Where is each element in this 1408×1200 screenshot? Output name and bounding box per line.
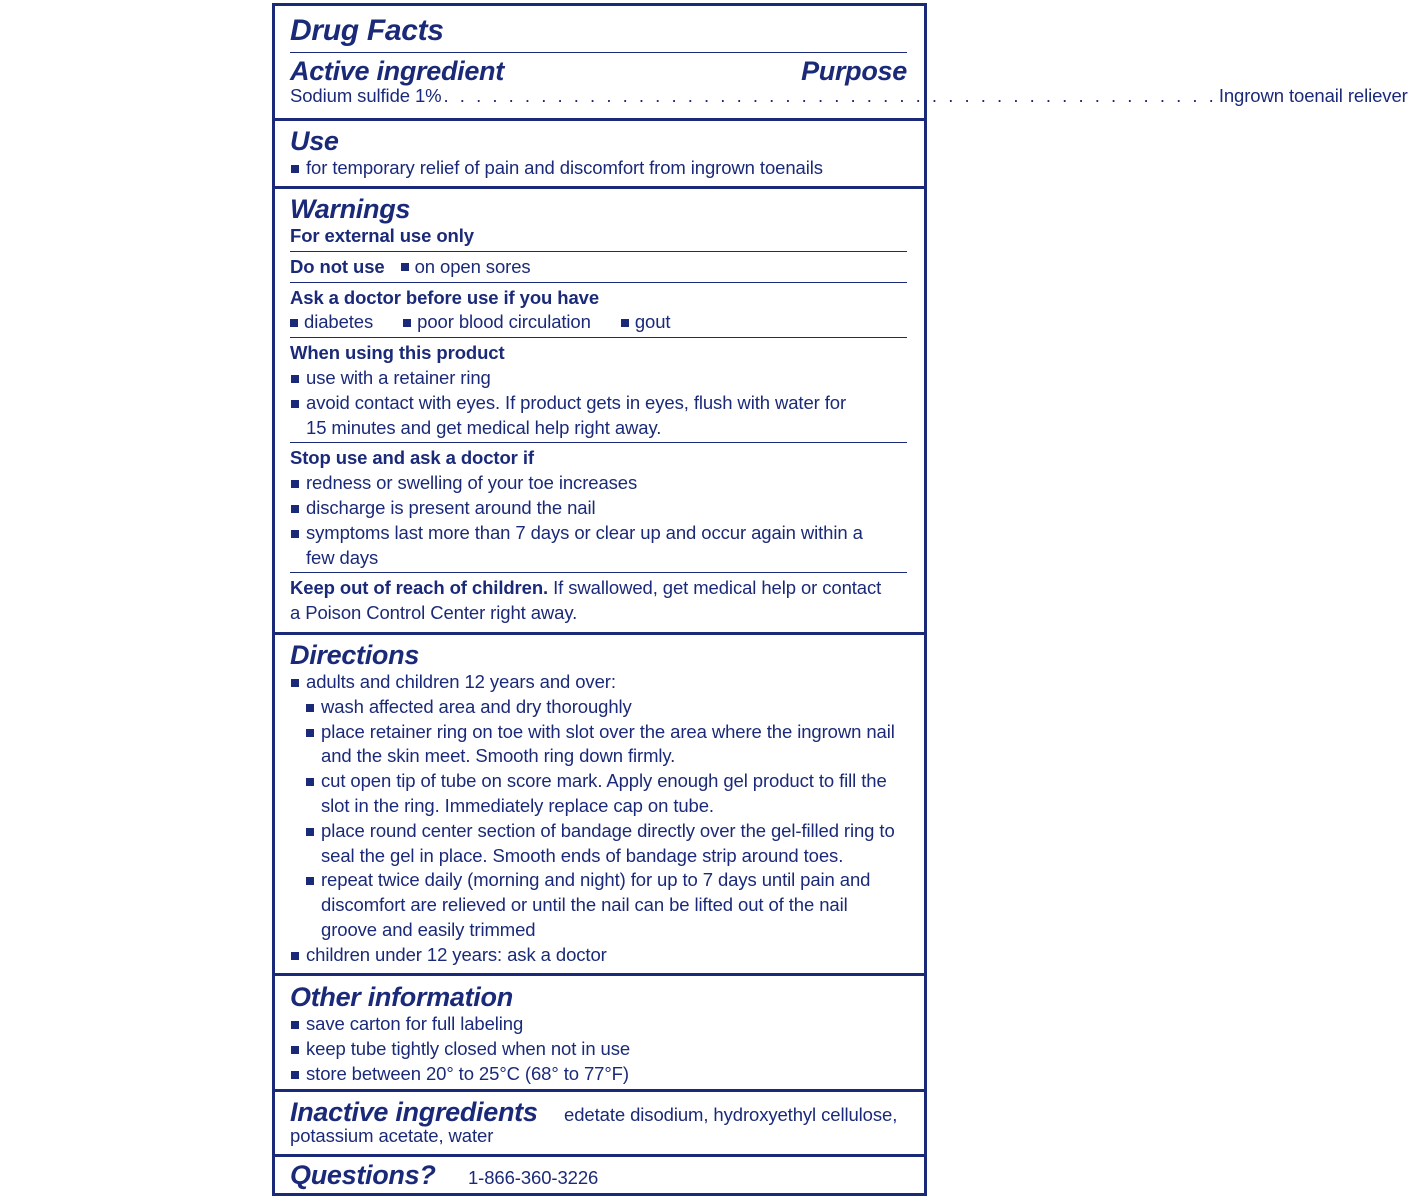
keep-out-reach-cont: a Poison Control Center right away. bbox=[290, 602, 578, 624]
use-item bbox=[290, 156, 907, 181]
when-using-text: avoid contact with eyes. If product gets in eyes, flush with water for bbox=[306, 391, 847, 413]
stop-use-item bbox=[290, 496, 907, 521]
directions-item bbox=[290, 943, 907, 968]
other-info-item bbox=[290, 1037, 907, 1062]
do-not-use-label: Do not use bbox=[290, 255, 385, 277]
stop-use-heading: Stop use and ask a doctor if bbox=[290, 447, 534, 469]
bullet-icon bbox=[621, 319, 629, 327]
inactive-section bbox=[275, 1089, 924, 1149]
when-using-text: 15 minutes and get medical help right away. bbox=[306, 416, 662, 438]
ask-doctor-items bbox=[290, 310, 907, 335]
bullet-icon bbox=[306, 704, 314, 712]
directions-step-cont bbox=[305, 844, 907, 869]
divider bbox=[290, 282, 907, 283]
active-ingredient-name: Sodium sulfide 1% bbox=[290, 85, 442, 106]
other-info-text: save carton for full labeling bbox=[306, 1013, 524, 1034]
directions-text: and the skin meet. Smooth ring down firmly. bbox=[321, 745, 676, 767]
bullet-icon bbox=[291, 1046, 299, 1054]
bullet-icon bbox=[401, 263, 409, 271]
directions-step-cont bbox=[305, 893, 907, 918]
directions-step bbox=[305, 695, 907, 720]
directions-step-cont bbox=[305, 744, 907, 769]
divider bbox=[290, 52, 907, 53]
when-using-item bbox=[290, 391, 907, 416]
bullet-icon bbox=[306, 877, 314, 885]
stop-use-text: discharge is present around the nail bbox=[306, 496, 596, 518]
directions-text: groove and easily trimmed bbox=[321, 918, 536, 940]
bullet-icon bbox=[291, 1021, 299, 1029]
divider bbox=[290, 572, 907, 573]
directions-text: seal the gel in place. Smooth ends of bandage strip around toes. bbox=[321, 844, 844, 866]
directions-heading: Directions bbox=[290, 640, 420, 670]
phone-number[interactable]: 1-866-360-3226 bbox=[467, 1167, 599, 1188]
directions-step-cont bbox=[305, 794, 907, 819]
keep-out-reach-bold: Keep out of reach of children. bbox=[290, 577, 549, 599]
header-section bbox=[275, 14, 1408, 109]
inactive-heading: Inactive ingredients bbox=[290, 1097, 538, 1127]
bullet-icon bbox=[291, 480, 299, 488]
inactive-text: edetate disodium, hydroxyethyl cellulose, bbox=[564, 1104, 898, 1125]
external-use-text: For external use only bbox=[290, 225, 474, 246]
bullet-icon bbox=[291, 952, 299, 960]
use-section bbox=[275, 118, 924, 181]
other-info-heading: Other information bbox=[290, 982, 513, 1012]
stop-use-item-cont bbox=[290, 546, 907, 571]
divider bbox=[290, 251, 907, 252]
when-using-item bbox=[290, 366, 907, 391]
use-item-text: for temporary relief of pain and discomfort from ingrown toenails bbox=[306, 157, 823, 178]
bullet-icon bbox=[403, 319, 411, 327]
ask-doctor-item: diabetes bbox=[304, 311, 374, 333]
ask-doctor-item: poor blood circulation bbox=[417, 311, 591, 333]
bullet-icon bbox=[306, 778, 314, 786]
drug-facts-panel bbox=[272, 3, 1408, 1196]
questions-row bbox=[290, 1160, 907, 1191]
warnings-heading: Warnings bbox=[290, 194, 411, 224]
bullet-icon bbox=[306, 828, 314, 836]
bullet-icon bbox=[291, 505, 299, 513]
directions-text: slot in the ring. Immediately replace cap on tube. bbox=[321, 794, 714, 816]
warnings-section bbox=[275, 186, 924, 626]
divider bbox=[290, 442, 907, 443]
directions-text: discomfort are relieved or until the nail can be lifted out of the nail bbox=[321, 894, 848, 916]
directions-step bbox=[305, 720, 907, 745]
directions-text: repeat twice daily (morning and night) for up to 7 days until pain and bbox=[321, 869, 871, 891]
other-info-text: store between 20° to 25°C (68° to 77°F) bbox=[306, 1062, 629, 1084]
when-using-item-cont bbox=[290, 416, 907, 441]
bullet-icon bbox=[291, 679, 299, 687]
bullet-icon bbox=[291, 400, 299, 408]
other-info-item bbox=[290, 1012, 907, 1037]
when-using-heading: When using this product bbox=[290, 342, 505, 364]
directions-section bbox=[275, 632, 924, 968]
stop-use-item bbox=[290, 471, 907, 496]
directions-step-cont bbox=[305, 918, 907, 943]
when-using-text: use with a retainer ring bbox=[306, 366, 491, 388]
inactive-text-cont: potassium acetate, water bbox=[290, 1124, 494, 1146]
do-not-use-item: on open sores bbox=[414, 255, 531, 277]
directions-text: place round center section of bandage directly over the gel-filled ring to bbox=[321, 819, 895, 841]
other-info-section bbox=[275, 973, 924, 1086]
bullet-icon bbox=[306, 729, 314, 737]
directions-text: adults and children 12 years and over: bbox=[306, 671, 616, 692]
page-title: Drug Facts bbox=[290, 14, 444, 47]
questions-heading: Questions? bbox=[290, 1160, 436, 1190]
directions-step bbox=[305, 868, 907, 893]
active-heading-row bbox=[290, 56, 907, 86]
directions-text: cut open tip of tube on score mark. Apply enough gel product to fill the bbox=[321, 770, 887, 792]
ask-doctor-item: gout bbox=[634, 311, 671, 333]
other-info-item bbox=[290, 1062, 907, 1087]
stop-use-text: symptoms last more than 7 days or clear up and occur again within a bbox=[306, 521, 863, 543]
directions-step bbox=[305, 819, 907, 844]
bullet-icon bbox=[290, 319, 298, 327]
bullet-icon bbox=[291, 375, 299, 383]
use-heading: Use bbox=[290, 126, 339, 156]
directions-item bbox=[290, 670, 907, 695]
directions-text: place retainer ring on toe with slot over the area where the ingrown nail bbox=[321, 720, 895, 742]
stop-use-text: few days bbox=[306, 546, 379, 568]
purpose-heading: Purpose bbox=[801, 56, 907, 86]
bullet-icon bbox=[291, 165, 299, 173]
active-ingredient-purpose: Ingrown toenail reliever bbox=[1218, 85, 1408, 106]
keep-out-reach-row bbox=[290, 576, 907, 601]
bullet-icon bbox=[291, 1071, 299, 1079]
divider bbox=[290, 337, 907, 338]
do-not-use-row bbox=[290, 255, 907, 280]
dot-leader: . . . . . . . . . . . . . . . . . . . . . . . . . . . . . . . . . . . . . . . . . . . . . . . . bbox=[443, 85, 1217, 106]
directions-text: wash affected area and dry thoroughly bbox=[321, 695, 632, 717]
stop-use-text: redness or swelling of your toe increases bbox=[306, 472, 638, 494]
active-ingredient-row bbox=[290, 84, 1408, 109]
other-info-text: keep tube tightly closed when not in use bbox=[306, 1037, 631, 1059]
directions-step bbox=[305, 769, 907, 794]
keep-out-reach-text: If swallowed, get medical help or contact bbox=[553, 577, 882, 599]
bullet-icon bbox=[291, 530, 299, 538]
questions-section bbox=[275, 1154, 924, 1191]
directions-text: children under 12 years: ask a doctor bbox=[306, 943, 607, 965]
stop-use-item bbox=[290, 521, 907, 546]
ask-doctor-heading: Ask a doctor before use if you have bbox=[290, 286, 600, 308]
active-ingredient-heading: Active ingredient bbox=[290, 56, 504, 86]
